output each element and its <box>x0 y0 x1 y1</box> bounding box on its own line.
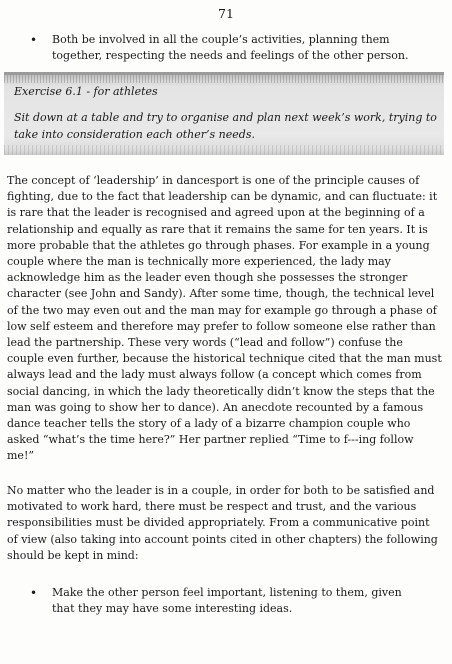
page-number: 71 <box>218 6 234 21</box>
bullet-item <box>30 585 425 617</box>
bullet-dot-icon: • <box>30 33 38 47</box>
bullet-text: Both be involved in all the couple’s activities, planning them together, respecting the needs and feelings of the other person. <box>52 33 409 62</box>
bullet-item <box>30 32 425 64</box>
bullet-text: Make the other person feel important, listening to them, given that they may have some interesting ideas. <box>52 586 402 615</box>
exercise-box <box>4 72 444 155</box>
body-paragraph-respect: No matter who the leader is in a couple, in order for both to be satisfied and motivated to work hard, there must be respect and trust, and the various responsibilities must be divided appropriately. From a communicative point of view (also taking into account points cited in other chapters) the following should be kept in mind: <box>7 484 438 562</box>
bullet-dot-icon: • <box>30 586 38 600</box>
exercise-text: Sit down at a table and try to organise and plan next week’s work, trying to take into consideration each other’s needs. <box>14 111 437 141</box>
body-paragraph-leadership: The concept of ‘leadership’ in dancesport is one of the principle causes of fighting, due to the fact that leadership can be dynamic, and can fluctuate: it is rare that the leader is recognised and agreed upon at the beginning of a relationship and equally as rare that it remains the same for ten years. It is more probable that the athletes go through phases. For example in a young couple where the man is technically more experienced, the lady may acknowledge him as the leader even though she possesses the stronger character (see John and Sandy). After some time, though, the technical level of the two may even out and the man may for example go through a phase of low self esteem and therefore may prefer to follow someone else rather than lead the partnership. These very words (“lead and follow”) confuse the couple even further, because the historical technique cited that the man must always lead and the lady must always follow (a concept which comes from social dancing, in which the lady theoretically didn’t know the steps that the man was going to show her to dance). An anecdote recounted by a famous dance teacher tells the story of a lady of a bizarre champion couple who asked “what’s the time here?” Her partner replied “Time to f---ing follow me!” <box>7 174 442 463</box>
exercise-title: Exercise 6.1 - for athletes <box>14 85 158 98</box>
